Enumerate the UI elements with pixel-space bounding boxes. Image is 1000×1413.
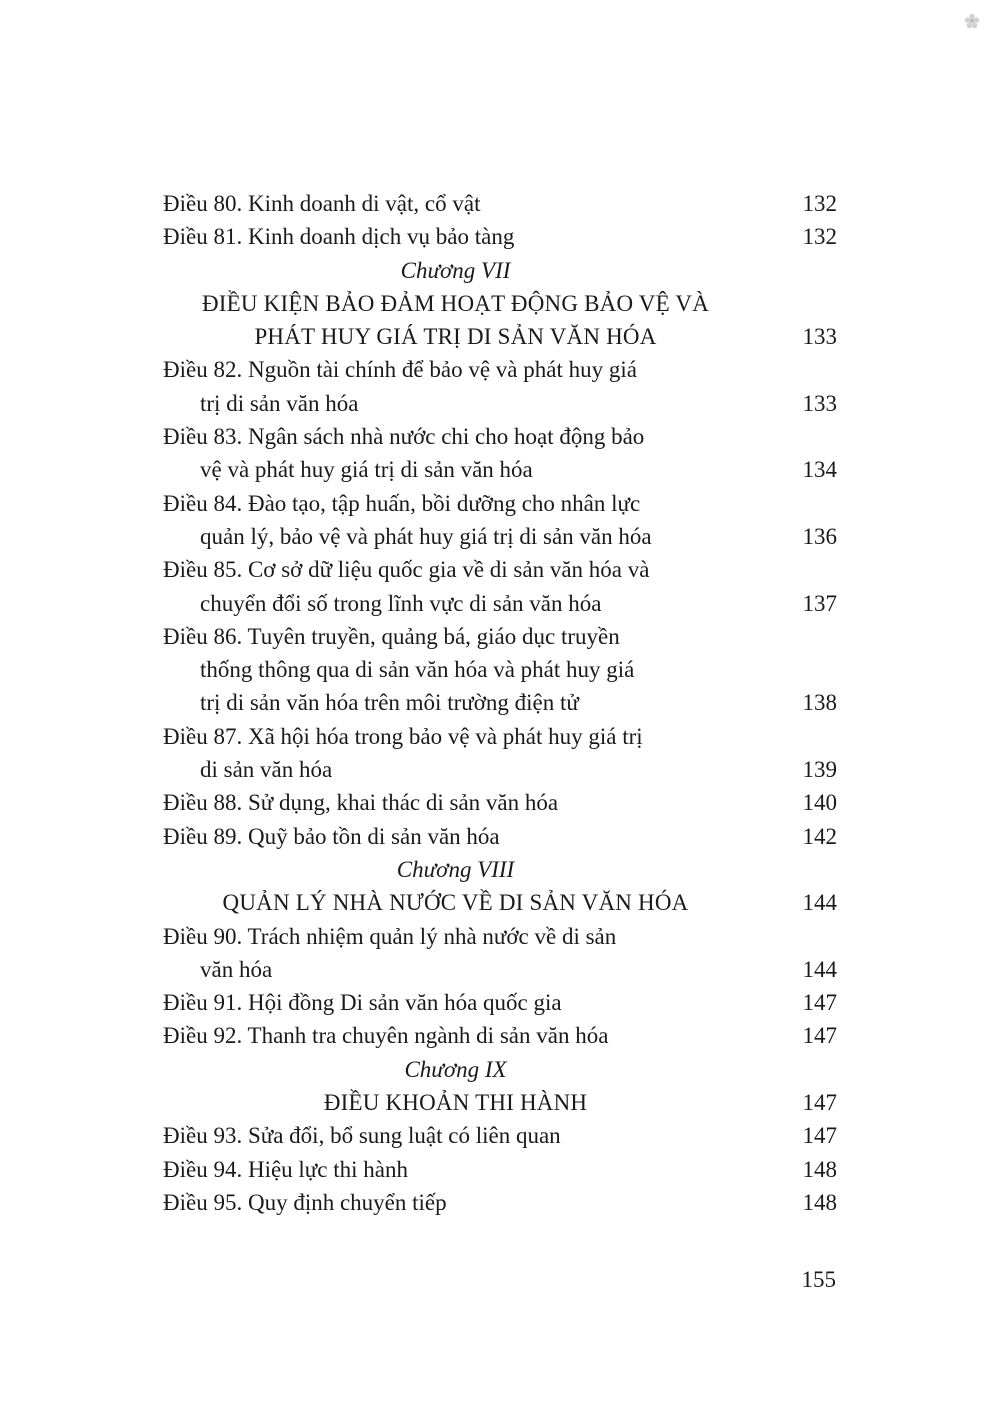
table-of-contents bbox=[163, 187, 837, 1219]
chapter-label-text: Chương IX bbox=[404, 1056, 507, 1082]
toc-page-number: 148 bbox=[802, 1156, 837, 1182]
toc-entry bbox=[163, 1153, 837, 1186]
toc-entry bbox=[163, 1019, 837, 1052]
toc-entry-continuation-text: trị di sản văn hóa trên môi trường điện tử bbox=[200, 690, 579, 716]
toc-page-number: 132 bbox=[802, 224, 837, 250]
toc-entry-text: Điều 95. Quy định chuyển tiếp bbox=[163, 1189, 447, 1215]
chapter-title-text: ĐIỀU KHOẢN THI HÀNH bbox=[323, 1090, 588, 1116]
toc-entry-text: Điều 84. Đào tạo, tập huấn, bồi dưỡng cho nhân lực bbox=[163, 490, 641, 516]
toc-entry-continuation bbox=[163, 387, 837, 420]
toc-entry bbox=[163, 187, 837, 220]
flower-icon bbox=[963, 12, 981, 30]
toc-entry bbox=[163, 420, 837, 453]
toc-entry-continuation bbox=[163, 453, 837, 486]
chapter-title bbox=[163, 287, 837, 320]
toc-page-number: 144 bbox=[802, 956, 837, 982]
chapter-label-text: Chương VII bbox=[400, 257, 511, 283]
chapter-title bbox=[163, 320, 837, 353]
toc-entry-continuation-text: thống thông qua di sản văn hóa và phát huy giá bbox=[200, 657, 635, 683]
toc-entry-continuation bbox=[163, 520, 837, 553]
chapter-title bbox=[163, 1086, 837, 1119]
toc-page-number: 142 bbox=[802, 823, 837, 849]
toc-page-number: 147 bbox=[802, 990, 837, 1016]
toc-entry bbox=[163, 553, 837, 586]
chapter-title bbox=[163, 886, 837, 919]
toc-entry-text: Điều 92. Thanh tra chuyên ngành di sản văn hóa bbox=[163, 1023, 609, 1049]
toc-entry-text: Điều 90. Trách nhiệm quản lý nhà nước về di sản bbox=[163, 923, 617, 949]
toc-page-number: 144 bbox=[802, 890, 837, 916]
toc-entry bbox=[163, 487, 837, 520]
toc-entry bbox=[163, 1186, 837, 1219]
chapter-label bbox=[163, 1053, 837, 1086]
toc-entry-text: Điều 94. Hiệu lực thi hành bbox=[163, 1156, 408, 1182]
toc-entry-continuation bbox=[163, 686, 837, 719]
toc-page-number: 132 bbox=[802, 191, 837, 216]
toc-entry-text: Điều 88. Sử dụng, khai thác di sản văn hóa bbox=[163, 790, 559, 816]
toc-page-number: 147 bbox=[802, 1023, 837, 1049]
toc-page-number: 134 bbox=[802, 457, 837, 483]
toc-entry-continuation bbox=[163, 587, 837, 620]
toc-page-number: 147 bbox=[802, 1090, 837, 1116]
toc-entry-continuation-text: vệ và phát huy giá trị di sản văn hóa bbox=[200, 457, 533, 483]
toc-page-number: 138 bbox=[802, 690, 837, 716]
toc-entry-continuation-text: quản lý, bảo vệ và phát huy giá trị di sản văn hóa bbox=[200, 523, 652, 549]
chapter-title-text: ĐIỀU KIỆN BẢO ĐẢM HOẠT ĐỘNG BẢO VỆ VÀ bbox=[202, 290, 709, 316]
toc-entry bbox=[163, 620, 837, 653]
chapter-title-text: PHÁT HUY GIÁ TRỊ DI SẢN VĂN HÓA bbox=[254, 324, 657, 350]
toc-page-number: 133 bbox=[802, 390, 837, 416]
toc-entry-text: Điều 93. Sửa đổi, bổ sung luật có liên quan bbox=[163, 1123, 561, 1149]
chapter-label bbox=[163, 853, 837, 886]
toc-entry bbox=[163, 353, 837, 386]
toc-entry-text: Điều 86. Tuyên truyền, quảng bá, giáo dục truyền bbox=[163, 623, 620, 649]
toc-entry-text: Điều 85. Cơ sở dữ liệu quốc gia về di sản văn hóa và bbox=[163, 557, 650, 583]
toc-entry bbox=[163, 1119, 837, 1152]
toc-page-number: 133 bbox=[802, 324, 837, 350]
toc-entry-text: Điều 80. Kinh doanh di vật, cổ vật bbox=[163, 191, 481, 216]
toc-entry-continuation-text: chuyển đổi số trong lĩnh vực di sản văn hóa bbox=[200, 590, 602, 616]
page-number: 155 bbox=[801, 1267, 836, 1292]
toc-page-number: 136 bbox=[802, 523, 837, 549]
toc-entry-continuation bbox=[163, 953, 837, 986]
chapter-title-text: QUẢN LÝ NHÀ NƯỚC VỀ DI SẢN VĂN HÓA bbox=[222, 890, 689, 916]
toc-entry bbox=[163, 920, 837, 953]
toc-entry-continuation bbox=[163, 653, 837, 686]
toc-entry-text: Điều 91. Hội đồng Di sản văn hóa quốc gia bbox=[163, 990, 562, 1016]
chapter-label bbox=[163, 254, 837, 287]
toc-page-number: 137 bbox=[802, 590, 837, 616]
toc-page-number: 147 bbox=[802, 1123, 837, 1149]
toc-entry bbox=[163, 986, 837, 1019]
toc-entry-continuation-text: di sản văn hóa bbox=[200, 757, 333, 783]
toc-entry-continuation bbox=[163, 753, 837, 786]
toc-entry bbox=[163, 720, 837, 753]
toc-entry-text: Điều 83. Ngân sách nhà nước chi cho hoạt động bảo bbox=[163, 424, 645, 450]
chapter-label-text: Chương VIII bbox=[396, 856, 515, 882]
toc-entry bbox=[163, 220, 837, 253]
toc-entry-continuation-text: trị di sản văn hóa bbox=[200, 390, 359, 416]
toc-page-number: 139 bbox=[802, 757, 837, 783]
toc-page-number: 148 bbox=[802, 1189, 837, 1215]
toc-entry bbox=[163, 786, 837, 819]
toc-entry-text: Điều 81. Kinh doanh dịch vụ bảo tàng bbox=[163, 224, 515, 250]
toc-page-number: 140 bbox=[802, 790, 837, 816]
toc-entry-text: Điều 89. Quỹ bảo tồn di sản văn hóa bbox=[163, 823, 500, 849]
toc-entry-text: Điều 87. Xã hội hóa trong bảo vệ và phát huy giá trị bbox=[163, 723, 643, 749]
toc-entry-continuation-text: văn hóa bbox=[200, 956, 273, 982]
toc-entry-text: Điều 82. Nguồn tài chính để bảo vệ và phát huy giá bbox=[163, 357, 637, 383]
toc-entry bbox=[163, 820, 837, 853]
